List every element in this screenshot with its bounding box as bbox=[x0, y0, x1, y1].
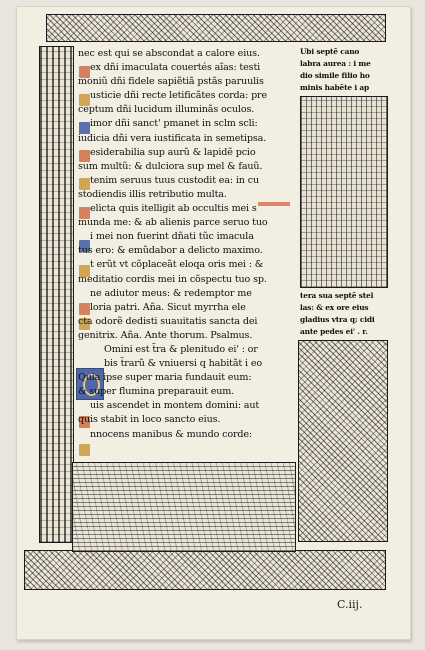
text-line: imor dñi sanct' pmanet in sclm scli: bbox=[90, 118, 258, 130]
side-line: minis habẽte i ap bbox=[300, 83, 370, 92]
main-text-column bbox=[78, 47, 298, 442]
text-line: sum multũ: & dulciora sup mel & fauũ. bbox=[78, 160, 263, 172]
text-line: ceptum dñi lucidum illuminãs oculos. bbox=[78, 104, 255, 116]
initial-gold bbox=[79, 444, 90, 456]
side-caption-middle bbox=[300, 290, 390, 338]
signature-mark: C.iij. bbox=[337, 598, 363, 611]
text-line: Omini est t̃ra & plenitudo ei' : or bbox=[104, 343, 258, 355]
woodcut-castle-landscape bbox=[72, 462, 296, 552]
text-line: ex dñi imaculata couertés aĩas: testi bbox=[90, 62, 261, 74]
text-line: meditatio cordis mei in cõspectu tuo sp. bbox=[78, 273, 267, 285]
text-line: nnocens manibus & mundo corde: bbox=[90, 428, 252, 440]
text-line: stodiendis illis retributio multa. bbox=[78, 188, 227, 200]
text-line: loria patri. Aña. Sicut myrrha ele bbox=[90, 301, 246, 313]
text-line: nec est qui se abscondat a calore eius. bbox=[78, 48, 260, 59]
woodcut-seven-candlesticks bbox=[300, 96, 388, 288]
side-line: tera sua septẽ stel bbox=[300, 291, 374, 300]
text-line: cta odorẽ dedisti suauitatis sancta dei bbox=[78, 315, 258, 327]
side-line: las: & ex ore eius bbox=[300, 303, 369, 312]
woodcut-enthroned-figure bbox=[298, 340, 388, 542]
side-line: labra aurea : i me bbox=[300, 59, 371, 68]
side-line: gladius vtra q; cidi bbox=[300, 315, 375, 324]
text-line: quis stabit in loco sancto eius. bbox=[78, 414, 221, 426]
text-line: elicta quis itelligit ab occultis mei s bbox=[90, 203, 257, 215]
side-caption-top bbox=[300, 46, 390, 94]
text-line: i mei non fuerint dñati tũc imacula bbox=[90, 231, 254, 243]
text-line: moniũ dñi fidele sapiẽtiã pstãs paruulis bbox=[78, 76, 264, 88]
woodcut-border-bottom bbox=[24, 550, 386, 590]
text-line: Quia ipse super maria fundauit eum: bbox=[78, 372, 252, 384]
text-line: ne adiutor meus: & redemptor me bbox=[90, 287, 252, 299]
text-line: genitrix. Aña. Ante thorum. Psalmus. bbox=[78, 329, 253, 341]
text-line: munda me: & ab alienis parce seruo tuo bbox=[78, 217, 268, 229]
text-line: & super flumina preparauit eum. bbox=[78, 386, 235, 398]
side-line: dio simile filio ho bbox=[300, 71, 370, 80]
woodcut-border-left-column bbox=[39, 46, 74, 543]
text-line: usticie dñi recte letificãtes corda: pre bbox=[90, 90, 268, 102]
side-line: ante pedes ei' . r. bbox=[300, 327, 368, 336]
text-line: tenim seruus tuus custodit ea: in cu bbox=[90, 174, 259, 186]
text-line: esiderabilia sup aurũ & lapidẽ pcio bbox=[90, 146, 256, 158]
text-line: t erũt vt cõplaceãt eloqa oris mei : & bbox=[90, 259, 264, 271]
text-line: iudicia dñi vera iustificata in semetipsa. bbox=[78, 132, 267, 144]
woodcut-border-top bbox=[46, 14, 386, 42]
side-line: Ubi septẽ cano bbox=[300, 47, 360, 56]
text-line: uis ascendet in montem domini: aut bbox=[90, 400, 260, 412]
text-line: tus ero: & emũdabor a delicto maximo. bbox=[78, 245, 263, 257]
text-line: bis t̃rarũ & vniuersi q habitãt i eo bbox=[104, 358, 262, 370]
